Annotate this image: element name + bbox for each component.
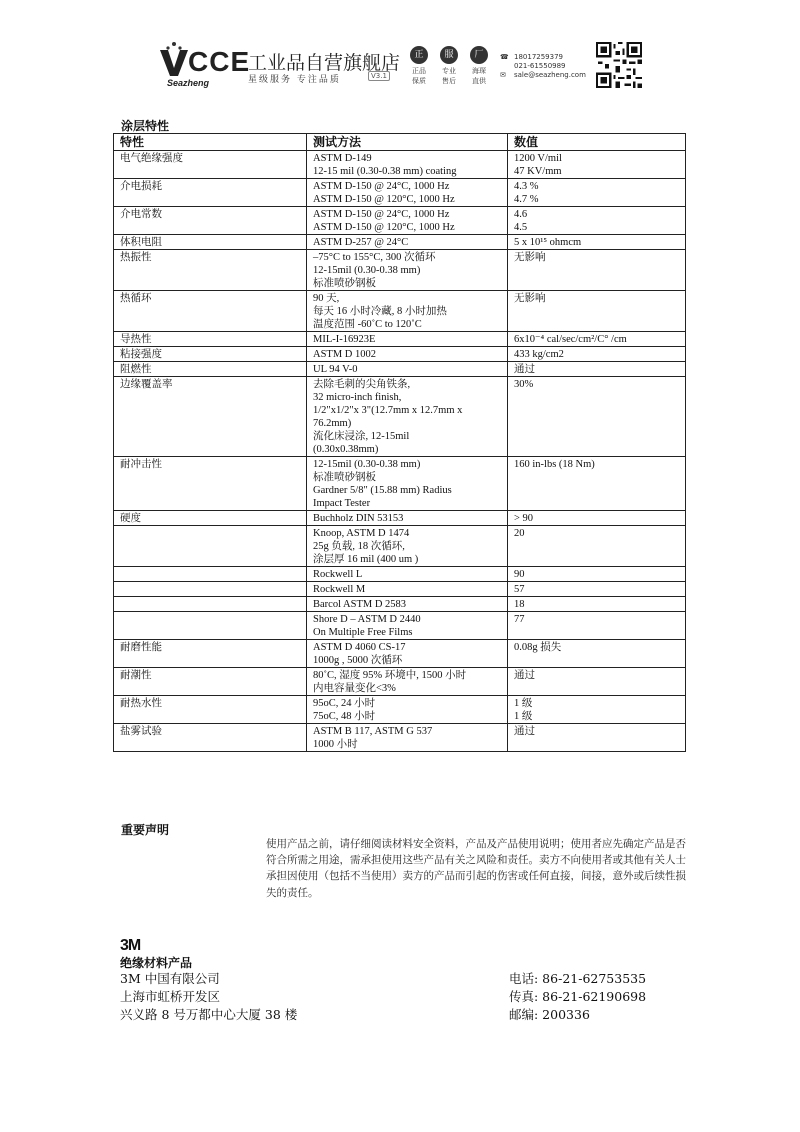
notice-title: 重要声明 — [121, 823, 170, 837]
method-cell-line: Buchholz DIN 53153 — [313, 513, 404, 524]
company-name: 3M 中国有限公司 — [120, 971, 220, 986]
value-cell-line: 20 — [514, 528, 525, 539]
column-header: 特性 — [114, 134, 307, 151]
value-cell-line: 4.3 % — [514, 181, 539, 192]
value-cell — [508, 377, 686, 457]
phone-2: 021-61550989 — [514, 62, 566, 70]
value-cell — [508, 567, 686, 582]
email-icon: ✉ — [500, 71, 506, 79]
property-cell: 粘接强度 — [114, 347, 307, 362]
method-cell-line: 80˚C, 湿度 95% 环境中, 1500 小时 — [313, 670, 467, 681]
feature-service: 服 专业 售后 — [434, 46, 464, 86]
method-cell — [307, 250, 508, 291]
method-cell-line: ASTM D-150 @ 120°C, 1000 Hz — [313, 222, 455, 233]
value-cell — [508, 457, 686, 511]
method-cell — [307, 151, 508, 179]
value-cell-line: 通过 — [514, 726, 535, 737]
value-cell-line: 433 kg/cm2 — [514, 349, 564, 360]
service-icon: 服 — [440, 46, 458, 64]
method-cell-line: Rockwell M — [313, 584, 366, 595]
method-cell — [307, 377, 508, 457]
contact-info — [500, 53, 586, 80]
method-cell-line: 90 天, — [313, 293, 340, 304]
property-cell — [114, 597, 307, 612]
method-cell — [307, 235, 508, 250]
value-cell — [508, 724, 686, 752]
feature-genuine: 正 正品 保质 — [404, 46, 434, 86]
method-cell-line: Shore D – ASTM D 2440 — [313, 614, 421, 625]
property-cell: 耐热水性 — [114, 696, 307, 724]
value-cell-line: 6x10⁻⁴ cal/sec/cm²/C° /cm — [514, 334, 627, 345]
postcode: 邮编: 200336 — [509, 1007, 590, 1022]
value-cell-line: 1 级 — [514, 698, 533, 709]
genuine-icon: 正 — [410, 46, 428, 64]
method-cell-line: 每天 16 小时冷藏, 8 小时加热 — [313, 306, 447, 317]
method-cell-line: 标准喷砂钢板 — [313, 472, 376, 483]
section-title: 涂层特性 — [121, 119, 170, 133]
property-cell: 盐雾试验 — [114, 724, 307, 752]
method-cell — [307, 457, 508, 511]
property-cell: 热循环 — [114, 291, 307, 332]
value-cell — [508, 597, 686, 612]
method-cell — [307, 668, 508, 696]
table-row — [114, 526, 686, 567]
phone-icon: ☎ — [500, 53, 509, 61]
value-cell-line: 47 KV/mm — [514, 166, 562, 177]
table-row — [114, 511, 686, 526]
store-header — [0, 0, 800, 105]
method-cell-line: Gardner 5/8" (15.88 mm) Radius — [313, 485, 452, 496]
method-cell-line: Barcol ASTM D 2583 — [313, 599, 407, 610]
method-cell — [307, 696, 508, 724]
method-cell-line: 内电容量变化<3% — [313, 683, 396, 694]
value-cell — [508, 696, 686, 724]
value-cell-line: 无影响 — [514, 293, 546, 304]
method-cell-line: 1000g , 5000 次循环 — [313, 655, 403, 666]
method-cell-line: On Multiple Free Films — [313, 627, 413, 638]
property-cell: 耐磨性能 — [114, 640, 307, 668]
value-cell — [508, 250, 686, 291]
company-address — [120, 970, 297, 1024]
value-cell — [508, 511, 686, 526]
value-cell — [508, 612, 686, 640]
method-cell-line: 流化床浸涂, 12-15mil — [313, 431, 410, 442]
fax-number: 传真: 86-21-62190698 — [509, 989, 647, 1004]
table-row — [114, 696, 686, 724]
value-cell-line: 4.5 — [514, 222, 528, 233]
method-cell-line: ASTM D-257 @ 24°C — [313, 237, 409, 248]
method-cell — [307, 291, 508, 332]
factory-icon: 厂 — [470, 46, 488, 64]
column-header: 数值 — [508, 134, 686, 151]
value-cell — [508, 291, 686, 332]
method-cell-line: 12-15mil (0.30-0.38 mm) — [313, 459, 421, 470]
brand-logo: 3M — [120, 937, 141, 954]
properties-table — [113, 133, 686, 752]
method-cell-line: (0.30x0.38mm) — [313, 444, 379, 455]
method-cell — [307, 526, 508, 567]
value-cell-line: 5 x 10¹⁵ ohmcm — [514, 237, 582, 248]
value-cell-line: 通过 — [514, 364, 535, 375]
table-row — [114, 362, 686, 377]
value-cell-line: 160 in-lbs (18 Nm) — [514, 459, 595, 470]
method-cell — [307, 179, 508, 207]
shop-title: 工业品自营旗舰店 — [248, 52, 401, 74]
method-cell-line: ASTM D 1002 — [313, 349, 377, 360]
value-cell — [508, 640, 686, 668]
table-row — [114, 179, 686, 207]
method-cell-line: 75oC, 48 小时 — [313, 711, 376, 722]
method-cell-line: UL 94 V-0 — [313, 364, 358, 375]
value-cell-line: 90 — [514, 569, 525, 580]
table-row — [114, 457, 686, 511]
method-cell — [307, 612, 508, 640]
method-cell — [307, 724, 508, 752]
qr-code-icon — [596, 42, 642, 88]
value-cell-line: 4.6 — [514, 209, 528, 220]
method-cell-line: 1000 小时 — [313, 739, 358, 750]
property-cell: 耐潮性 — [114, 668, 307, 696]
value-cell — [508, 179, 686, 207]
property-cell: 介电损耗 — [114, 179, 307, 207]
method-cell-line: –75°C to 155°C, 300 次循环 — [313, 252, 436, 263]
method-cell — [307, 362, 508, 377]
value-cell-line: > 90 — [514, 513, 534, 524]
property-cell: 热振性 — [114, 250, 307, 291]
property-cell: 阻燃性 — [114, 362, 307, 377]
method-cell-line: 1/2"x1/2"x 3"(12.7mm x 12.7mm x — [313, 405, 463, 416]
method-cell-line: ASTM D-150 @ 120°C, 1000 Hz — [313, 194, 455, 205]
method-cell — [307, 640, 508, 668]
logo-subtext: Seazheng — [167, 78, 210, 88]
value-cell — [508, 668, 686, 696]
property-cell — [114, 567, 307, 582]
email: sale@seazheng.com — [514, 71, 586, 79]
method-cell — [307, 347, 508, 362]
method-cell-line: ASTM D 4060 CS-17 — [313, 642, 406, 653]
value-cell — [508, 362, 686, 377]
method-cell-line: 95oC, 24 小时 — [313, 698, 376, 709]
method-cell-line: Knoop, ASTM D 1474 — [313, 528, 410, 539]
table-body — [114, 151, 686, 752]
notice-text: 使用产品之前，请仔细阅读材料安全资料，产品及产品使用说明；使用者应先确定产品是否符合所需之用途，需承担使用这些产品有关之风险和责任。卖方不向使用者或其他有关人士承担因使用（包括不当使用）卖方的产品而引起的伤害或任何直接，间接，意外或后续性损失的责任。 — [266, 838, 686, 899]
phone-1: 18017259379 — [514, 53, 563, 61]
logo-text: CCE — [188, 46, 251, 77]
method-cell-line: 32 micro-inch finish, — [313, 392, 402, 403]
table-row — [114, 377, 686, 457]
table-row — [114, 347, 686, 362]
table-row — [114, 668, 686, 696]
property-cell: 介电常数 — [114, 207, 307, 235]
version-badge: V3.1 — [368, 71, 390, 81]
value-cell-line: 无影响 — [514, 252, 546, 263]
property-cell — [114, 526, 307, 567]
table-row — [114, 640, 686, 668]
method-cell-line: ASTM D-149 — [313, 153, 372, 164]
table-header-row — [114, 134, 686, 151]
property-cell — [114, 612, 307, 640]
address-line: 上海市虹桥开发区 — [120, 989, 221, 1004]
method-cell-line: ASTM D-150 @ 24°C, 1000 Hz — [313, 209, 450, 220]
value-cell-line: 0.08g 损失 — [514, 642, 562, 653]
value-cell — [508, 526, 686, 567]
value-cell — [508, 347, 686, 362]
table-row — [114, 582, 686, 597]
method-cell — [307, 511, 508, 526]
property-cell: 边缘覆盖率 — [114, 377, 307, 457]
method-cell-line: Impact Tester — [313, 498, 371, 509]
shop-subtitle: 星级服务 专注品质 — [248, 75, 341, 85]
column-header: 测试方法 — [307, 134, 508, 151]
property-cell: 导热性 — [114, 332, 307, 347]
method-cell — [307, 597, 508, 612]
division-title: 绝缘材料产品 — [120, 956, 193, 970]
table-row — [114, 250, 686, 291]
method-cell-line: ASTM B 117, ASTM G 537 — [313, 726, 433, 737]
table-row — [114, 151, 686, 179]
value-cell-line: 通过 — [514, 670, 535, 681]
value-cell — [508, 151, 686, 179]
method-cell — [307, 582, 508, 597]
property-cell: 耐冲击性 — [114, 457, 307, 511]
method-cell-line: MIL-I-16923E — [313, 334, 376, 345]
method-cell-line: ASTM D-150 @ 24°C, 1000 Hz — [313, 181, 450, 192]
feature-factory: 厂 海琛 直供 — [464, 46, 494, 86]
property-cell: 硬度 — [114, 511, 307, 526]
table-row — [114, 235, 686, 250]
company-contacts — [509, 970, 646, 1024]
value-cell-line: 4.7 % — [514, 194, 539, 205]
method-cell-line: 温度范围 -60˚C to 120˚C — [313, 319, 422, 330]
address-line: 兴义路 8 号万都中心大厦 38 楼 — [120, 1007, 298, 1022]
value-cell-line: 1200 V/mil — [514, 153, 562, 164]
value-cell-line: 1 级 — [514, 711, 533, 722]
method-cell-line: 12-15mil (0.30-0.38 mm) — [313, 265, 421, 276]
property-cell: 电气绝缘强度 — [114, 151, 307, 179]
value-cell — [508, 582, 686, 597]
value-cell-line: 57 — [514, 584, 525, 595]
value-cell-line: 77 — [514, 614, 525, 625]
value-cell — [508, 332, 686, 347]
method-cell — [307, 332, 508, 347]
method-cell-line: 去除毛刺的尖角铁条, — [313, 379, 411, 390]
value-cell — [508, 207, 686, 235]
method-cell-line: 12-15 mil (0.30-0.38 mm) coating — [313, 166, 457, 177]
table-row — [114, 724, 686, 752]
value-cell-line: 18 — [514, 599, 525, 610]
table-row — [114, 567, 686, 582]
method-cell-line: 涂层厚 16 mil (400 um ) — [313, 554, 419, 565]
method-cell-line: Rockwell L — [313, 569, 363, 580]
method-cell-line: 标准喷砂钢板 — [313, 278, 376, 289]
value-cell — [508, 235, 686, 250]
table-row — [114, 332, 686, 347]
property-cell: 体积电阻 — [114, 235, 307, 250]
property-cell — [114, 582, 307, 597]
method-cell — [307, 567, 508, 582]
table-row — [114, 597, 686, 612]
value-cell-line: 30% — [514, 379, 534, 390]
method-cell-line: 76.2mm) — [313, 418, 352, 429]
method-cell — [307, 207, 508, 235]
table-row — [114, 207, 686, 235]
table-row — [114, 291, 686, 332]
phone-number: 电话: 86-21-62753535 — [509, 971, 647, 986]
method-cell-line: 25g 负载, 18 次循环, — [313, 541, 405, 552]
table-row — [114, 612, 686, 640]
